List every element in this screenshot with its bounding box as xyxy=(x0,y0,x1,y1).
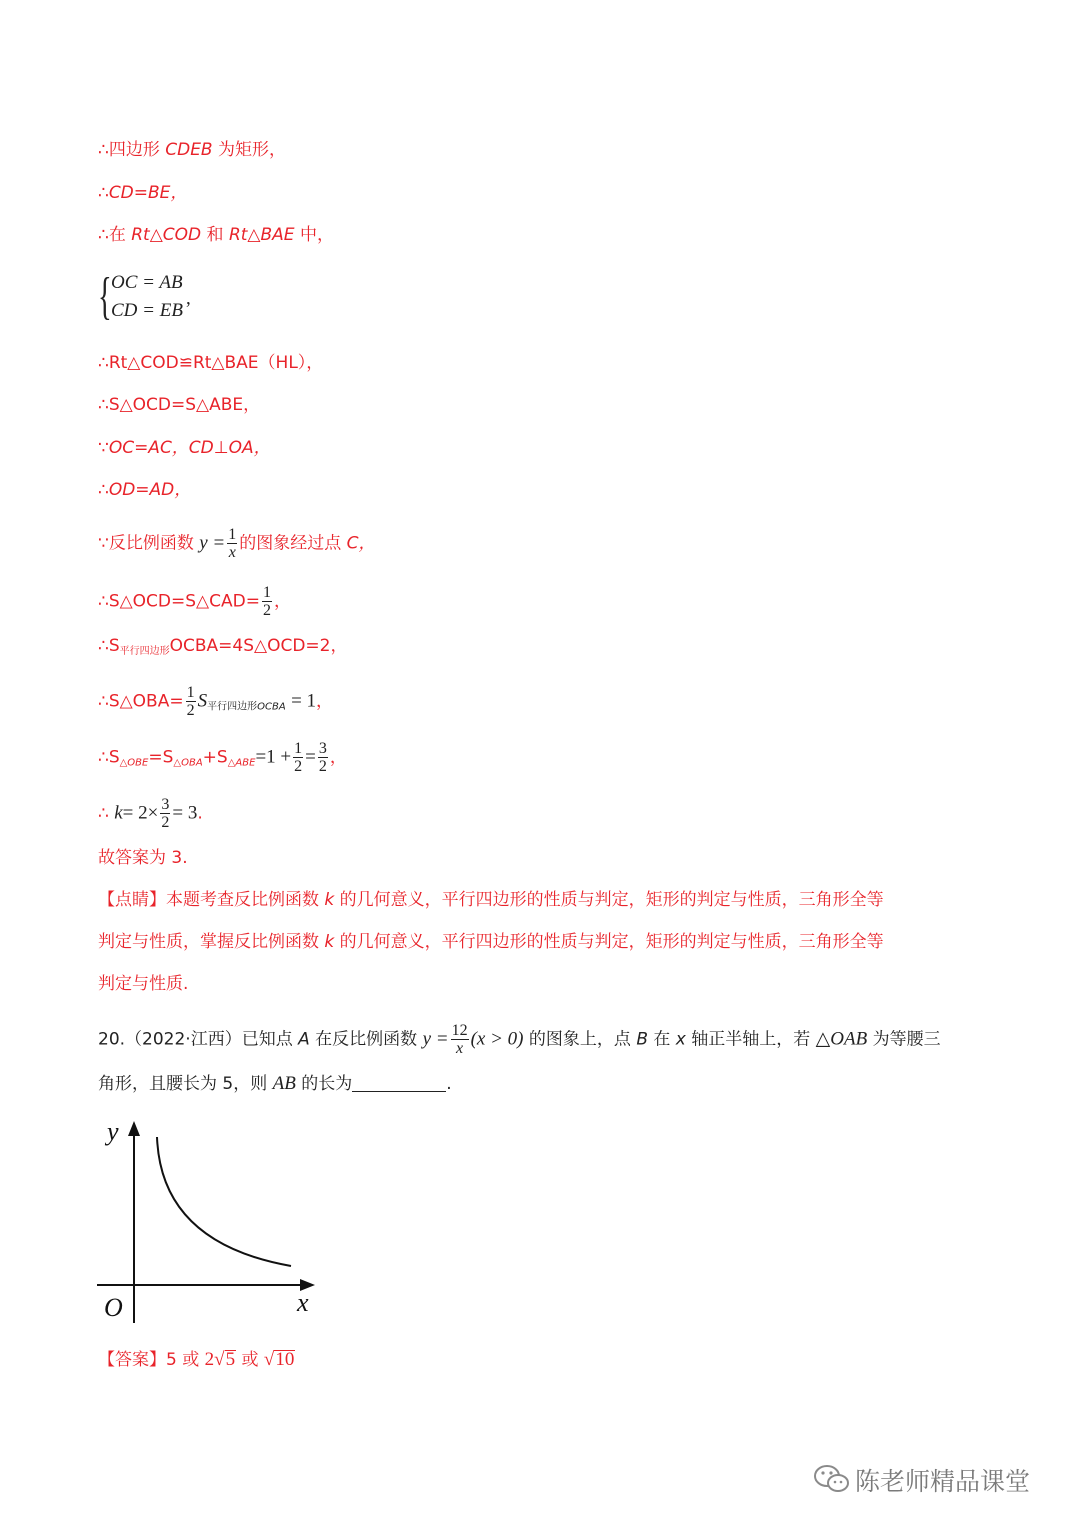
fraction-1-2: $\frac{1}{2}$ xyxy=(186,684,195,719)
hyperbola-curve xyxy=(157,1137,291,1266)
origin-label: O xyxy=(104,1293,123,1322)
solution-line-7: ∵OC=AC，CD⊥OA， xyxy=(98,438,271,458)
solution-line-3: ∴在 Rt△COD 和 Rt△BAE 中， xyxy=(98,225,334,245)
solution-line-10: ∴S△OCD=S△CAD= $\frac{1}{2}$ ， xyxy=(98,584,291,619)
system-row-1: OC = AB xyxy=(111,272,183,293)
fraction-12-over-x: $\frac{12}{x}$ xyxy=(451,1022,468,1057)
y-axis-arrow xyxy=(128,1121,140,1136)
fraction-3-2: $\frac{3}{2}$ xyxy=(161,796,170,831)
solution-line-13: ∴S△OBE=S△OBA+S△ABE=1 + $\frac{1}{2}$ = $\frac{3}{2}$ ， xyxy=(98,740,347,775)
solution-line-1: ∴四边形 CDEB 为矩形， xyxy=(98,140,287,160)
y-axis-label: y xyxy=(107,1117,119,1146)
fraction-1-over-x: $\frac{1}{x}$ xyxy=(228,526,237,561)
comment-line-3: 判定与性质. xyxy=(98,974,189,994)
comment-line-2: 判定与性质，掌握反比例函数 k 的几何意义，平行四边形的性质与判定，矩形的判定与性质，三角形全等 xyxy=(98,932,884,952)
solution-line-11: $\therefore S_{平行四边形}OCBA=4S\triangle OCD=2$， xyxy=(98,636,348,657)
fraction-1-2: $\frac{1}{2}$ xyxy=(262,584,271,619)
fraction-1-2: $\frac{1}{2}$ xyxy=(294,740,303,775)
solution-line-12: ∴S△OBA= $\frac{1}{2}$ $S_{平行四边形}OCBA = 1$， xyxy=(98,684,334,719)
x-axis-label: x xyxy=(297,1288,309,1317)
system-comma: , xyxy=(186,288,191,309)
question-line-1: 20.（2022·江西）已知点 A 在反比例函数 y = $\frac{12}{x}$ (x > 0) 的图象上，点 B 在 x 轴正半轴上，若 △OAB 为等腰三 xyxy=(98,1022,941,1057)
answer-statement: 故答案为 3. xyxy=(98,848,188,868)
system-row-2: CD = EB xyxy=(111,300,183,321)
wechat-icon xyxy=(812,1462,852,1496)
fraction-3-2: $\frac{3}{2}$ xyxy=(318,740,327,775)
comment-line-1: 【点睛】本题考查反比例函数 k 的几何意义，平行四边形的性质与判定，矩形的判定与性质，三角形全等 xyxy=(98,890,884,910)
solution-line-6: ∴S△OCD=S△ABE， xyxy=(98,395,261,415)
solution-line-2: ∴CD=BE， xyxy=(98,183,188,203)
solution-line-14: ∴ k= 2× $\frac{3}{2}$ = 3. xyxy=(98,796,203,831)
answer-line: 【答案】5 或 2√5 或 √10 xyxy=(98,1349,295,1370)
left-brace: { xyxy=(98,268,112,325)
solution-line-9: ∵反比例函数 y = $\frac{1}{x}$ 的图象经过点 C， xyxy=(98,526,376,561)
question-line-2: 角形，且腰长为 5，则 AB 的长为 . xyxy=(98,1073,452,1094)
solution-line-5: ∴Rt△COD≌Rt△BAE（HL）， xyxy=(98,353,324,373)
hyperbola-graph xyxy=(95,1115,320,1330)
solution-line-8: ∴OD=AD， xyxy=(98,480,192,500)
watermark-text: 陈老师精品课堂 xyxy=(855,1467,1031,1496)
answer-blank xyxy=(352,1073,446,1092)
